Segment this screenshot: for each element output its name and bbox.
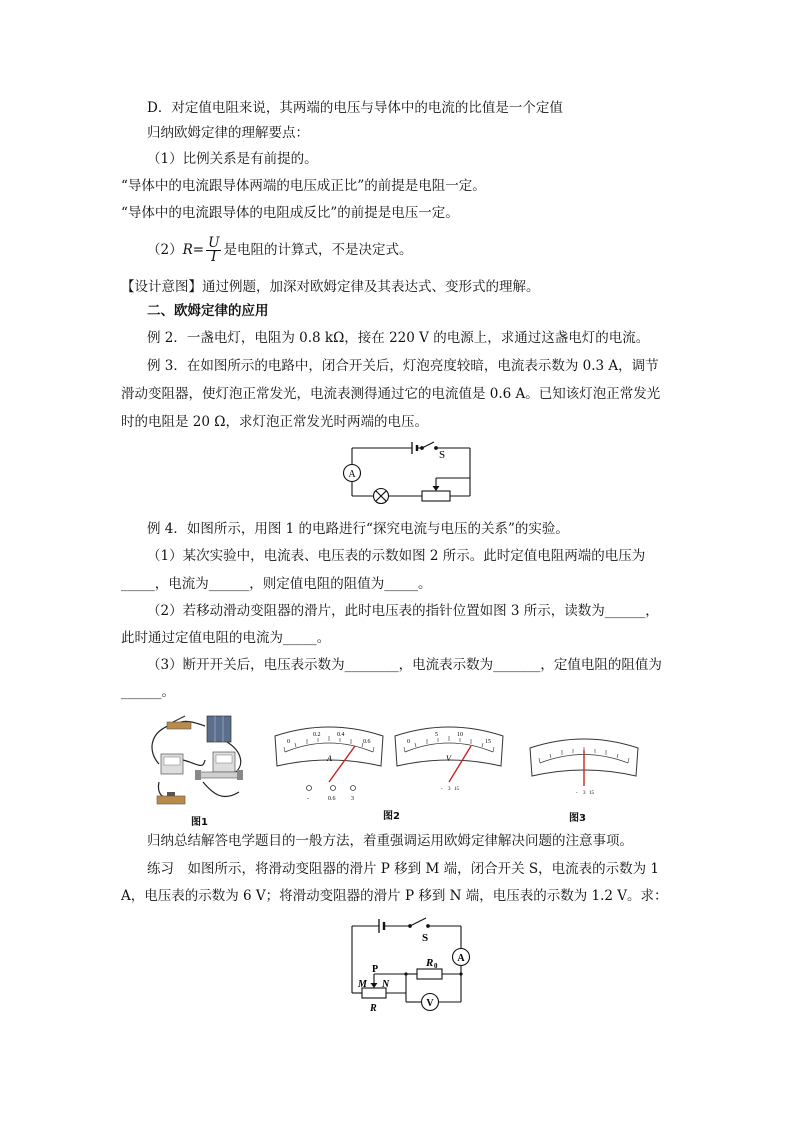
voltmeter-scale-2: 10 — [457, 732, 463, 738]
ammeter-scale-2: 0.4 — [337, 732, 345, 738]
voltmeter-terminal-3: 3 — [448, 787, 451, 792]
section-heading: 二、欧姆定律的应用 — [147, 303, 269, 319]
summary-heading: 归纳欧姆定律的理解要点： — [147, 125, 309, 141]
point-1: （1）比例关系是有前提的。 — [147, 151, 318, 167]
ammeter-dial — [275, 727, 383, 802]
figure-1-apparatus — [143, 712, 261, 812]
circuit1-ammeter-label: A — [348, 469, 356, 480]
formula-eq: = — [192, 242, 205, 258]
circuit2-m-label: M — [358, 979, 367, 990]
ammeter-terminal-3: 3 — [351, 796, 354, 802]
circuit2-r-label: R — [370, 1003, 377, 1012]
exercise-line2: A，电压表的示数为 6 V；将滑动变阻器的滑片 P 移到 N 端，电压表的示数为 1.2 V。求： — [121, 888, 668, 904]
figure-3-voltmeter — [526, 736, 642, 806]
ammeter-scale-3: 0.6 — [363, 739, 371, 745]
option-d: D．对定值电阻来说，其两端的电压与导体中的电流的比值是一个定值 — [147, 100, 563, 116]
example-4-q2: （2）若移动滑动变阻器的滑片，此时电压表的指针位置如图 3 所示，读数为______， — [147, 603, 659, 619]
point-2-suffix: 是电阻的计算式，不是决定式。 — [223, 242, 413, 258]
circuit-diagram-2 — [344, 912, 476, 1012]
example-4: 例 4．如图所示，用图 1 的电路进行“探究电流与电压的关系”的实验。 — [147, 521, 569, 537]
circuit2-voltmeter-label: V — [426, 998, 434, 1009]
voltmeter-unit: V — [446, 754, 451, 763]
example-4-q1: （1）某次实验中，电流表、电压表的示数如图 2 所示。此时定值电阻两端的电压为 — [147, 548, 646, 564]
figure-1-caption: 图1 — [191, 817, 208, 828]
fig3-terminal-15: 15 — [589, 791, 594, 796]
point-1-b: “导体中的电流跟导体的电阻成反比”的前提是电压一定。 — [121, 205, 459, 221]
ammeter-scale-1: 0.2 — [313, 732, 321, 738]
ammeter-scale-0: 0 — [287, 739, 290, 745]
formula-numerator: U — [208, 235, 220, 251]
example-4-q3-blank: ______。 — [121, 684, 175, 700]
example-4-q1-blanks: _____，电流为______，则定值电阻的阻值为_____。 — [121, 576, 432, 592]
example-4-q2-blanks: 此时通过定值电阻的电流为_____。 — [121, 630, 331, 646]
voltmeter-terminal-neg: - — [441, 787, 443, 792]
point-2 — [147, 235, 412, 265]
example-4-q3: （3）断开开关后，电压表示数为________，电流表示数为_______，定值电阻的阻值为 — [147, 657, 662, 673]
voltmeter-scale-3: 15 — [485, 739, 491, 745]
circuit2-switch-label: S — [422, 932, 429, 944]
voltmeter-dial — [395, 727, 503, 792]
figure-3-caption: 图3 — [569, 813, 586, 824]
summary-methods: 归纳总结解答电学题目的一般方法，着重强调运用欧姆定律解决问题的注意事项。 — [147, 833, 633, 849]
point-2-prefix: （2） — [147, 242, 183, 258]
ammeter-unit: A — [327, 754, 332, 763]
exercise-line1: 练习 如图所示，将滑动变阻器的滑片 P 移到 M 端，闭合开关 S，电流表的示数为 1 — [147, 861, 659, 877]
point-1-a: “导体中的电流跟导体两端的电压成正比”的前提是电阻一定。 — [121, 178, 486, 194]
ammeter-terminal-neg: - — [307, 796, 309, 802]
example-3-line3: 时的电阻是 20 Ω，求灯泡正常发光时两端的电压。 — [121, 414, 428, 430]
circuit2-ammeter-label: A — [457, 953, 465, 964]
circuit2-r0-label: R — [426, 957, 434, 969]
formula-fraction — [206, 237, 221, 264]
ammeter-terminal-06: 0.6 — [328, 796, 336, 802]
example-3-line2: 滑动变阻器，使灯泡正常发光，电流表测得通过它的电流值是 0.6 A。已知该灯泡正常发光 — [121, 386, 661, 402]
design-intent: 【设计意图】通过例题，加深对欧姆定律及其表达式、变形式的理解。 — [121, 279, 540, 295]
voltmeter-scale-0: 0 — [407, 739, 410, 745]
example-2: 例 2．一盏电灯，电阻为 0.8 kΩ，接在 220 V 的电源上，求通过这盏电灯的电流。 — [147, 330, 650, 346]
voltmeter-terminal-15: 15 — [454, 787, 459, 792]
formula-denominator: I — [211, 249, 217, 265]
example-3-line1: 例 3．在如图所示的电路中，闭合开关后，灯泡亮度较暗，电流表示数为 0.3 A，调节 — [147, 358, 659, 374]
circuit2-n-label: N — [382, 979, 390, 990]
fig3-terminal-neg: - — [576, 791, 578, 796]
circuit1-switch-label: S — [439, 449, 446, 461]
circuit2-r0-subscript: 0 — [434, 962, 438, 970]
circuit2-p-label: P — [372, 964, 379, 975]
formula-r: R — [182, 242, 193, 258]
figure-2-meters — [271, 724, 511, 804]
voltmeter-scale-1: 5 — [435, 732, 438, 738]
figure-2-caption: 图2 — [383, 811, 400, 822]
circuit-diagram-1 — [340, 436, 480, 508]
fig3-terminal-3: 3 — [583, 791, 586, 796]
